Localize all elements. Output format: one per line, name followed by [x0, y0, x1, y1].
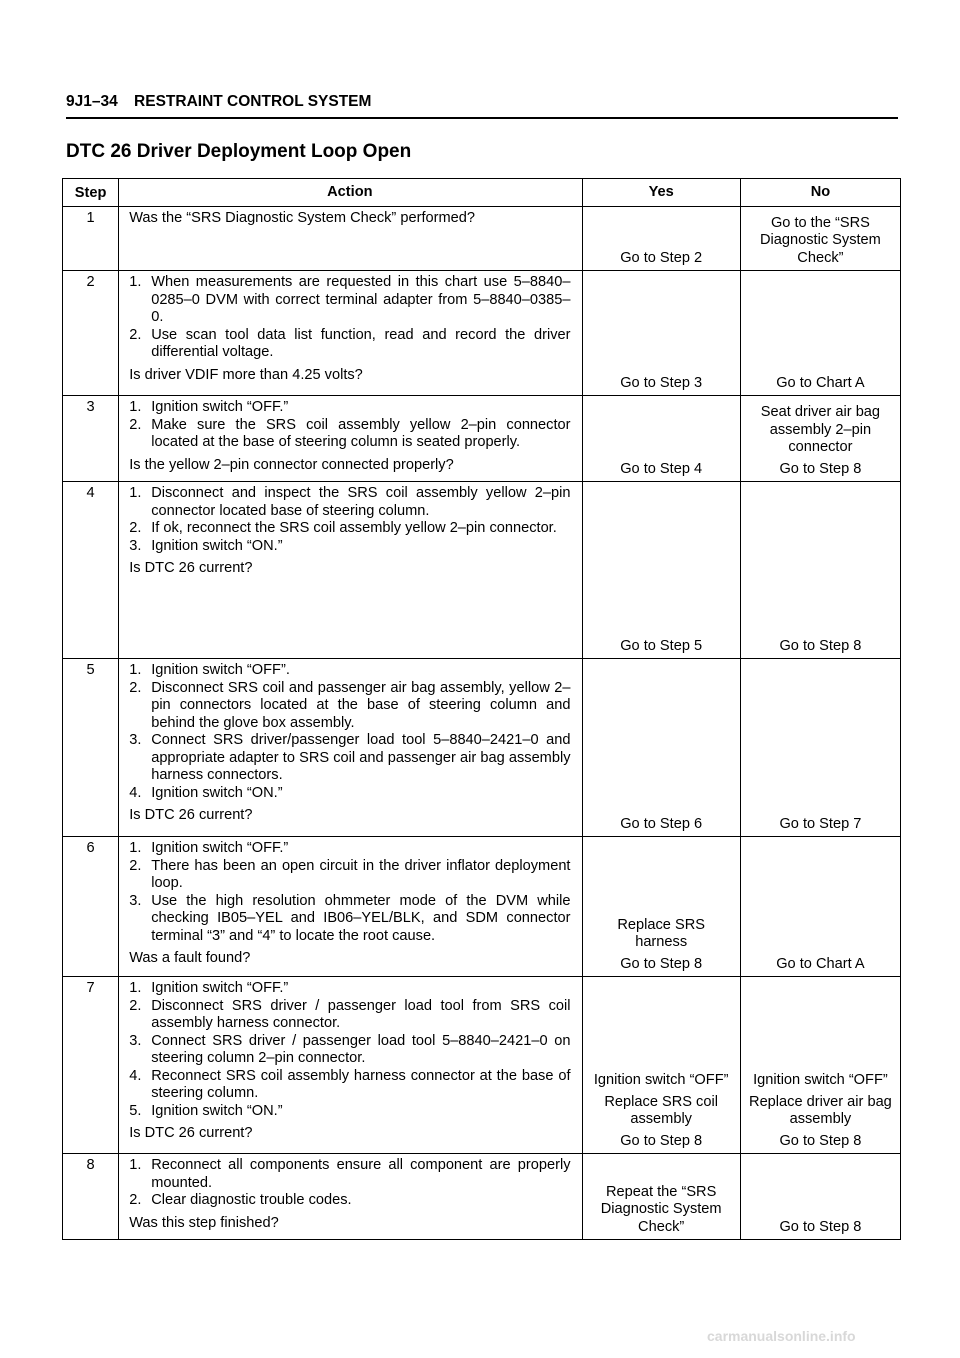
action-cell [119, 396, 582, 482]
section-number: 9J1–34 [66, 93, 118, 110]
page-header [66, 93, 898, 119]
action-question: Was a fault found? [129, 950, 251, 966]
action-cell [119, 271, 582, 396]
action-item-text: If ok, reconnect the SRS coil assembly yellow 2–pin connector. [151, 520, 557, 536]
action-list [129, 274, 570, 362]
action-item: 2. Disconnect SRS driver / passenger load tool from SRS coil assembly harness connector. [129, 997, 571, 1031]
action-item-text: Clear diagnostic trouble codes. [151, 1192, 352, 1208]
table-header-row [63, 179, 901, 207]
action-item: 1. Ignition switch “OFF.” [129, 399, 289, 415]
table-row [63, 207, 901, 271]
no-outcome-text: Seat driver air bag assembly 2–pin connector [760, 404, 881, 455]
yes-outcome-text: Go to Step 4 [620, 460, 703, 477]
no-outcome-text: Go to Chart A [776, 374, 865, 391]
action-list [129, 662, 570, 802]
yes-outcome-cell [582, 271, 740, 396]
action-item: 4. Ignition switch “ON.” [129, 784, 283, 801]
yes-outcome-text: Go to Step 5 [620, 637, 703, 654]
table-row [63, 271, 901, 396]
action-item-text: Ignition switch “OFF.” [151, 840, 289, 856]
no-outcome-text: Go to Step 7 [779, 815, 862, 832]
no-outcome-text: Go to Step 8 [779, 1218, 862, 1235]
no-outcome-cell [740, 977, 900, 1154]
action-question: Is driver VDIF more than 4.25 volts? [129, 366, 363, 383]
yes-outcome-text: Go to Step 8 [620, 1132, 703, 1149]
action-item: 3. Connect SRS driver/passenger load tool 5–8840–2421–0 and appropriate adapter to SRS coil and passenger air bag assembly harness connectors. [129, 732, 571, 783]
action-item-text: Use scan tool data list function, read and record the driver differential voltage. [151, 326, 571, 360]
table-row [63, 482, 901, 659]
action-list [129, 840, 570, 945]
action-question: Was this step finished? [129, 1214, 279, 1231]
column-header-step: Step [63, 179, 119, 207]
action-item-text: Ignition switch “ON.” [151, 537, 283, 554]
watermark: carmanualsonline.info [707, 1328, 856, 1344]
action-item-text: Reconnect all components ensure all component are properly mounted. [151, 1157, 571, 1191]
action-item: 1. Ignition switch “OFF.” [129, 840, 289, 856]
yes-outcome-cell [582, 207, 740, 271]
action-item-text: Ignition switch “OFF.” [151, 399, 289, 415]
action-item: 4. Reconnect SRS coil assembly harness connector at the base of steering column. [129, 1067, 571, 1101]
no-outcome-text: Ignition switch “OFF” [753, 1072, 888, 1088]
yes-outcome-text: Go to Step 3 [620, 374, 703, 391]
step-number: 7 [63, 977, 119, 1154]
step-number: 8 [63, 1154, 119, 1240]
no-outcome-text: Go to Chart A [776, 955, 865, 972]
no-outcome-cell [740, 659, 900, 837]
table-row [63, 1154, 901, 1240]
action-list [129, 485, 570, 555]
yes-outcome-text: Go to Step 8 [620, 955, 703, 972]
action-cell [119, 837, 582, 977]
step-number: 1 [63, 207, 119, 271]
section-title: RESTRAINT CONTROL SYSTEM [134, 93, 372, 110]
yes-outcome-text: Ignition switch “OFF” [593, 1072, 729, 1088]
action-item: 3. Use the high resolution ohmmeter mode of the DVM while checking IB05–YEL and IB06–YEL/BLK, and SDM connector terminal “3” and “4” to locate the root cause. [129, 892, 571, 944]
action-item: 1. When measurements are requested in this chart use 5–8840–0285–0 DVM with correct terminal adapter from 5–8840–0385–0. [129, 274, 571, 325]
action-question: Is DTC 26 current? [129, 560, 253, 576]
step-number: 2 [63, 271, 119, 396]
no-outcome-text: Go to Step 8 [779, 1132, 862, 1149]
action-item-text: Disconnect SRS driver / passenger load tool from SRS coil assembly harness connector. [151, 997, 571, 1031]
step-number: 3 [63, 396, 119, 482]
action-item-text: Ignition switch “OFF.” [151, 980, 289, 996]
yes-outcome-cell [582, 482, 740, 659]
step-number: 4 [63, 482, 119, 659]
action-cell [119, 659, 582, 837]
action-question: Is DTC 26 current? [129, 807, 253, 823]
no-outcome-cell [740, 482, 900, 659]
action-item-text: When measurements are requested in this chart use 5–8840–0285–0 DVM with correct terminal adapter from 5–8840–0385–0. [151, 274, 571, 325]
action-cell [119, 482, 582, 659]
no-outcome-text: Go to Step 8 [779, 637, 862, 654]
action-item-text: Disconnect SRS coil and passenger air bag assembly, yellow 2–pin connectors located at the base of steering column and behind the glove box assembly. [151, 679, 571, 731]
action-item-text: Reconnect SRS coil assembly harness connector at the base of steering column. [151, 1067, 571, 1101]
yes-outcome-text: Replace SRS coil assembly [604, 1093, 718, 1127]
table-body [63, 207, 901, 1240]
action-item: 2. There has been an open circuit in the driver inflator deployment loop. [129, 857, 571, 891]
no-outcome-text: Replace driver air bag assembly [749, 1093, 892, 1127]
yes-outcome-cell [582, 977, 740, 1154]
no-outcome-cell [740, 207, 900, 271]
yes-outcome-cell [582, 396, 740, 482]
action-item-text: Make sure the SRS coil assembly yellow 2–pin connector located at the base of steering column is seated properly. [151, 416, 571, 450]
action-cell [119, 207, 582, 271]
no-outcome-text: Go to Step 8 [779, 460, 862, 477]
action-item: 3. Connect SRS driver / passenger load tool 5–8840–2421–0 on steering column 2–pin connector. [129, 1032, 571, 1066]
action-list [129, 1157, 570, 1210]
action-item-text: Ignition switch “OFF”. [151, 662, 290, 678]
action-item: 2. Make sure the SRS coil assembly yellow 2–pin connector located at the base of steering column is seated properly. [129, 416, 571, 450]
no-outcome-cell [740, 396, 900, 482]
action-item: 2. Use scan tool data list function, read and record the driver differential voltage. [129, 326, 571, 360]
action-list [129, 980, 570, 1120]
action-item-text: Connect SRS driver/passenger load tool 5–8840–2421–0 and appropriate adapter to SRS coil and passenger air bag assembly harness connectors. [151, 732, 571, 783]
action-item: 2. Disconnect SRS coil and passenger air bag assembly, yellow 2–pin connectors located at the base of steering column and behind the glove box assembly. [129, 679, 571, 731]
yes-outcome-text: Go to Step 6 [620, 815, 703, 832]
yes-outcome-cell [582, 1154, 740, 1240]
table-row [63, 396, 901, 482]
no-outcome-cell [740, 271, 900, 396]
table-row [63, 977, 901, 1154]
column-header-no: No [740, 179, 900, 207]
no-outcome-cell [740, 1154, 900, 1240]
action-cell [119, 1154, 582, 1240]
action-item-text: Use the high resolution ohmmeter mode of the DVM while checking IB05–YEL and IB06–YEL/BLK, and SDM connector terminal “3” and “4” to locate the root cause. [151, 892, 571, 944]
action-list [129, 399, 570, 452]
action-item: 3. Ignition switch “ON.” [129, 537, 283, 554]
table-row [63, 837, 901, 977]
action-item: 1. Ignition switch “OFF”. [129, 662, 290, 678]
yes-outcome-text: Repeat the “SRS Diagnostic System Check” [600, 1183, 722, 1235]
column-header-action: Action [119, 179, 582, 207]
action-item: 5. Ignition switch “ON.” [129, 1102, 283, 1119]
column-header-yes: Yes [582, 179, 740, 207]
yes-outcome-cell [582, 659, 740, 837]
action-item-text: Ignition switch “ON.” [151, 784, 283, 801]
yes-outcome-text: Replace SRS harness [617, 916, 705, 950]
action-item-text: Connect SRS driver / passenger load tool 5–8840–2421–0 on steering column 2–pin connector. [151, 1032, 571, 1066]
yes-outcome-text: Go to Step 2 [620, 249, 703, 266]
yes-outcome-cell [582, 837, 740, 977]
action-item-text: There has been an open circuit in the driver inflator deployment loop. [151, 857, 571, 891]
action-item: 2. Clear diagnostic trouble codes. [129, 1192, 352, 1208]
no-outcome-cell [740, 837, 900, 977]
action-cell [119, 977, 582, 1154]
action-item: 1. Ignition switch “OFF.” [129, 980, 289, 996]
table-row [63, 659, 901, 837]
action-item: 1. Reconnect all components ensure all component are properly mounted. [129, 1157, 571, 1191]
action-question: Is DTC 26 current? [129, 1125, 253, 1141]
no-outcome-text: Go to the “SRS Diagnostic System Check” [759, 214, 881, 266]
action-item: 2. If ok, reconnect the SRS coil assembly yellow 2–pin connector. [129, 520, 557, 536]
action-item: 1. Disconnect and inspect the SRS coil assembly yellow 2–pin connector located base of steering column. [129, 485, 571, 519]
step-number: 6 [63, 837, 119, 977]
action-item-text: Disconnect and inspect the SRS coil assembly yellow 2–pin connector located base of steering column. [151, 485, 571, 519]
action-intro: Was the “SRS Diagnostic System Check” performed? [129, 210, 475, 226]
diagnostic-table [62, 178, 901, 1240]
page-title: DTC 26 Driver Deployment Loop Open [66, 141, 412, 162]
action-item-text: Ignition switch “ON.” [151, 1102, 283, 1119]
action-question: Is the yellow 2–pin connector connected properly? [129, 456, 454, 473]
step-number: 5 [63, 659, 119, 837]
